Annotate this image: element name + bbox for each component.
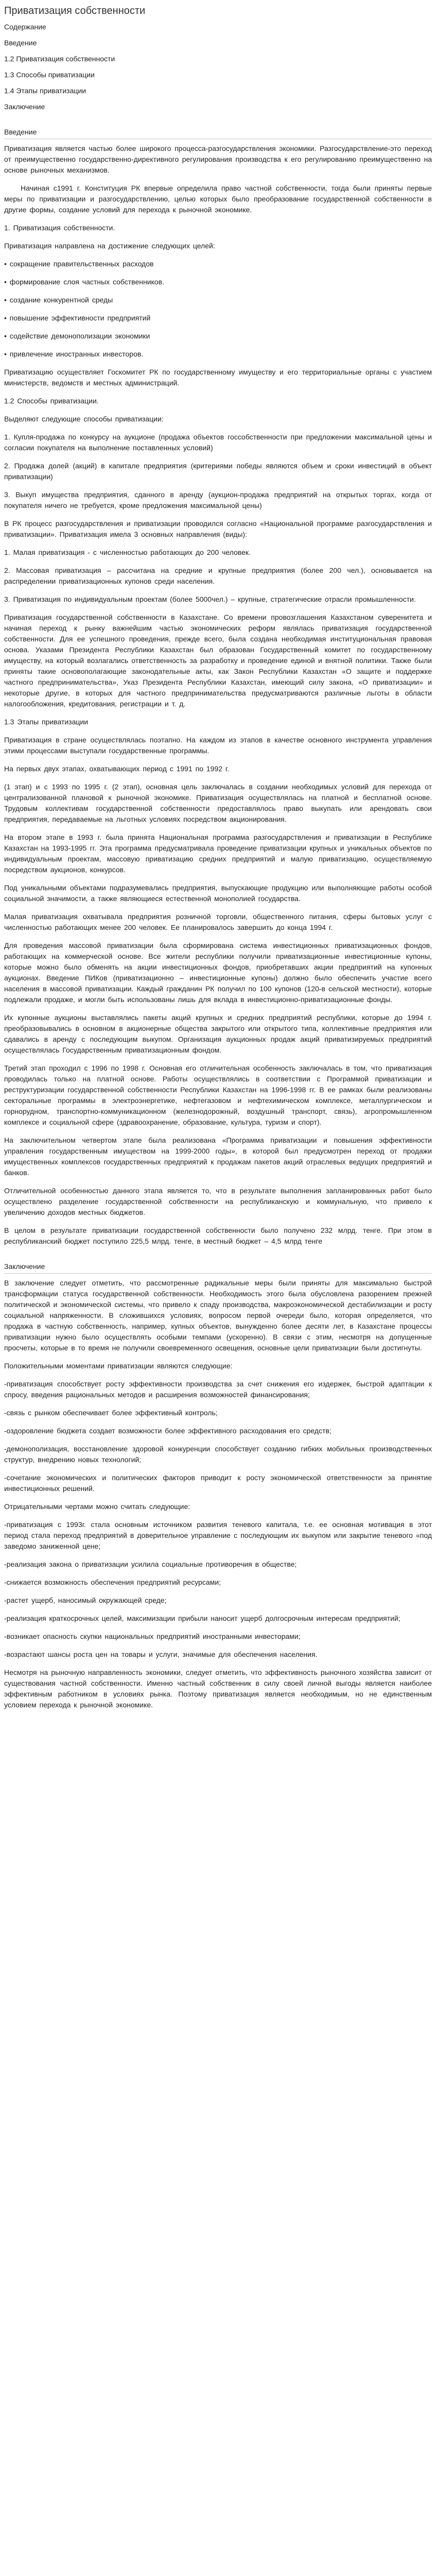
paragraph: В РК процесс разгосударствления и приватизации проводился согласно «Национальной программе разгосударствления и приватизации». Приватизация имела 3 основных направления (виды): [4, 519, 432, 538]
paragraph: Приватизация направлена на достижение следующих целей: [4, 242, 215, 250]
paragraph: В целом в результате приватизации государственной собственности было получено 232 млрд. тенге. При этом в республиканский бюджет поступило 225,5 млрд. тенге, в местный бюджет – 4,5 млрд тенге [4, 1226, 432, 1245]
paragraph: -приватизация с 1993г. стала основным источником развития теневого капитала, т.е. ее основная мотивация в этот период стала переход предприятий в доверительное управление с последующим их выкупом или закрытие теневого «под заведомо заниженной цене; [4, 1520, 432, 1550]
paragraph: (1 этап) и с 1993 по 1995 г. (2 этап), основная цель заключалась в создании необходимых условий для перехода от централизованной плановой к рыночной экономике. Приватизация осуществлялась на платной и бесплатной основе. Трудовым коллективам государственной собственности предоставлялось право выкупать или арендовать свои предприятия, передаваемые на льготных условиях посредством акционирования. [4, 783, 432, 823]
paragraph: • создание конкурентной среды [4, 296, 113, 304]
paragraph: 1. Малая приватизация - с численностью работающих до 200 человек. [4, 548, 251, 556]
paragraph: На заключительном четвертом этапе была реализована «Программа приватизации и повышения эффективности управления государственным имуществом на 1999-2000 годы», в которой был предусмотрен переход от продажи имущественных комплексов государственных предприятий к продажам пакетов акций отраслевых ведущих предприятий и банков. [4, 1136, 432, 1177]
paragraph: -приватизация способствует росту эффективности производства за счет снижения его издержек, быстрой адаптации к спросу, введения рациональных методов и расширения возможностей финансирования; [4, 1380, 432, 1399]
paragraph: • формирование слоя частных собственников. [4, 278, 164, 286]
toc-item: Заключение [4, 103, 45, 111]
paragraph: Несмотря на рыночную направленность экономики, следует отметить, что эффективность рыночного хозяйства зависит от существования частной собственности. Именно частный собственник в силу своей личной выгоды является наиболее эффективным работником в условиях рынка. Поэтому приватизация является необходимым, но не единственным условием перехода к рыночной экономике. [4, 1668, 432, 1709]
paragraph: 2. Массовая приватизация – рассчитана на средние и крупные предприятия (более 200 чел.), основывается на распределении приватизационных купонов среди населения. [4, 566, 432, 585]
paragraph: -реализация краткосрочных целей, максимизации прибыли наносит ущерб долгосрочным интересам предприятий; [4, 1614, 400, 1622]
paragraph: 1.3 Этапы приватизации [4, 718, 89, 726]
paragraph: • содействие демонополизации экономики [4, 332, 150, 340]
paragraph: В заключение следует отметить, что рассмотренные радикальные меры были приняты для максимально быстрой трансформации статуса государственной собственности. Необходимость этого была обусловлена разорением прежней политической и экономической системы, что привело к спаду производства, макроэкономической дестабилизации и росту социальной напряженности. В сложившихся условиях, вопросом первой очереди было, которая определяется, что продажа в частную собственность, например, купных объектов, вынужденно более десяти лет, в Казахстане процессы приватизации нужно было осуществлять особыми темпами (ускоренно). В связи с этим, несмотря на допущенные просчеты, которые в то время не получили своевременного освещения, основные цели приватизации были достигнуты. [4, 1279, 432, 1352]
document-body [4, 127, 432, 1710]
paragraph: Отличительной особенностью данного этапа является то, что в результате выполнения запланированных работ было осуществлено разделение государственной собственности на республиканскую и коммунальную, что привело к увеличению доходов местных бюджетов. [4, 1187, 432, 1216]
paragraph: -сочетание экономических и политических факторов приводит к росту экономической ответственности за принятие инвестиционных решений. [4, 1473, 432, 1493]
paragraph: 3. Выкуп имущества предприятия, сданного в аренду (аукцион-продажа предприятий на открытых торгах, когда от покупателя ничего не требуется, кроме предложения максимальной цены) [4, 490, 432, 510]
table-of-contents [4, 38, 432, 112]
toc-item: 1.3 Способы приватизации [4, 71, 95, 79]
section-divider [4, 1273, 432, 1274]
paragraph: На первых двух этапах, охватывающих период с 1991 по 1992 г. [4, 765, 230, 773]
paragraph: Приватизация в стране осуществлялась поэтапно. На каждом из этапов в качестве основного инструмента управления этими процессами выступали государственные программы. [4, 736, 432, 755]
paragraph: 1.2 Способы приватизации. [4, 397, 99, 405]
paragraph: -связь с рынком обеспечивает более эффективный контроль; [4, 1409, 218, 1417]
paragraph: Отрицательными чертами можно считать следующие: [4, 1502, 190, 1511]
paragraph: Приватизация является частью более широкого процесса-разгосударствления экономики. Разгосударствление-это переход от преимущественно государственно-директивного регулирования производства к его регулированию преимущественно на основе рыночных механизмов. [4, 144, 432, 174]
paragraph: • привлечение иностранных инвесторов. [4, 350, 144, 358]
paragraph: На втором этапе в 1993 г. была принята Национальная программа разгосударствления и приватизации в Республике Казахстан на 1993-1995 гг. Эта программа предусматривала проведение приватизации крупных и уникальных объектов по индивидуальным проектам, массовую приватизацию средних предприятий и малую приватизацию, осуществляемую посредством аукционов, конкурсов. [4, 833, 432, 874]
paragraph: • сокращение правительственных расходов [4, 260, 154, 268]
paragraph: -реализация закона о приватизации усилила социальные противоречия в обществе; [4, 1560, 297, 1568]
paragraph: 2. Продажа долей (акций) в капитале предприятия (критериями победы являются объем и сроки инвестиций в объект приватизации) [4, 462, 432, 481]
toc-title: Содержание [4, 23, 46, 31]
section-heading: Заключение [4, 1262, 45, 1270]
paragraph: -возникает опасность скупки национальных предприятий иностранными инвесторами; [4, 1632, 301, 1640]
paragraph: -растет ущерб, наносимый окружающей среде; [4, 1596, 167, 1604]
section-heading: Введение [4, 128, 37, 136]
paragraph: Третий этап проходил с 1996 по 1998 г. Основная его отличительная особенность заключалась в том, что приватизация проводилась только на платной основе. Работы осуществлялись в соответствии с Программой приватизации и реструктуризации государственной собственности Республики Казахстан на 1996-1998 гг. В ее рамках были реализованы секторальные программы в электроэнергетике, нефтегазовом и нефтехимическом комплексе, металлургическом и горнорудном, транспортно-коммуникационном (железнодорожный, воздушный транспорт, связь), агропромышленном комплексе и социальной сфере (здравоохранение, образование, культура, туризм и спорт). [4, 1064, 432, 1126]
paragraph: 3. Приватизация по индивидуальным проектам (более 5000чел.) – крупные, стратегические отрасли промышленности. [4, 595, 416, 603]
paragraph: Приватизацию осуществляет Госкомитет РК по государственному имуществу и его территориальные органы с участием министерств, ведомств и местных администраций. [4, 368, 432, 387]
paragraph: 1. Приватизация собственности. [4, 224, 115, 232]
paragraph: Начиная с1991 г. Конституция РК впервые определила право частной собственности, тогда были приняты первые меры по приватизации и разгосударствлению, целью которых было преобразование государственной собственности в другие формы, создание условий для перехода к рыночной экономике. [4, 184, 432, 214]
paragraph: Положительными моментами приватизации являются следующие: [4, 1362, 233, 1370]
paragraph: • повышение эффективности предприятий [4, 314, 151, 322]
paragraph: -снижается возможность обеспечения предприятий ресурсами; [4, 1578, 221, 1586]
paragraph: Малая приватизация охватывала предприятия розничной торговли, общественного питания, сферы бытовых услуг с численностью работающих менее 200 человек. Ее планировалось завершить до конца 1994 г. [4, 912, 432, 931]
toc-item: 1.2 Приватизация собственности [4, 55, 115, 63]
paragraph: -оздоровление бюджета создает возможности более эффективного расходования его средств; [4, 1427, 332, 1435]
paragraph: 1. Купля-продажа по конкурсу на аукционе (продажа объектов госсобственности при предложении максимальной цены и согласии покупателя на выполнение поставленных условий) [4, 433, 432, 452]
paragraph: Для проведения массовой приватизации была сформирована система инвестиционных приватизационных фондов, работающих на коммерческой основе. Все жители республики получили приватизационные инвестиционные купоны, которые можно было обменять на акции инвестиционных фондов, приобретавших акции предприятий на купонных аукционах. Введение ПИКов (приватизационно – инвестиционные купоны) должно было обеспечить участие всего населения в массовой приватизации. Каждый гражданин РК получил по 100 купонов (120-в сельской местности), которые подлежали продаже, и могли быть использованы лишь для вклада в инвестиционно-приватизационные фонды. [4, 941, 432, 1004]
paragraph: Приватизация государственной собственности в Казахстане. Со времени провозглашения Казахстаном суверенитета и начиная переход к рынку важнейшим частью экономических реформ являлась приватизация государственной собственности. Для ее успешного проведения, прежде всего, была создана необходимая институциональная правовая основа. Указами Президента Республики Казахстан был образован Государственный комитет по государственному имуществу, на который возлагались ответственность за разработку и проведение единой и внятной политики. Также были приняты такие основополагающие законодательные акты, как Закон Республики Казахстан «О защите и поддержке частного предпринимательства», Указ Президента Республики Казахстан, имеющий силу закона, «О приватизации» и некоторые другие, в которых для частного предпринимательства предусматриваются различные льготы в области налогообложения, кредитования, регистрации и т. д. [4, 613, 432, 708]
document-title: Приватизация собственности [4, 5, 146, 16]
paragraph: Их купонные аукционы выставлялись пакеты акций крупных и средних предприятий республики, которые до 1994 г. преобразовывались в основном в акционерные общества закрытого или открытого типа, коллективные предприятия или сдавались в аренду с последующим выкупом. Организация аукционных продаж акций приватизируемых предприятий осуществлялась Государственным приватизационным фондом. [4, 1013, 432, 1054]
toc-item: Введение [4, 39, 37, 47]
paragraph: Под уникальными объектами подразумевались предприятия, выпускающие продукцию или выполняющие работы особой социальной значимости, а также являющиеся естественной монополией государства. [4, 884, 432, 903]
toc-item: 1.4 Этапы приватизации [4, 87, 86, 95]
paragraph: -демонополизация, восстановление здоровой конкуренции способствует созданию гибких мобильных производственных структур, внедрению новых технологий; [4, 1445, 432, 1464]
paragraph: Выделяют следующие способы приватизации: [4, 415, 164, 423]
paragraph: -возрастают шансы роста цен на товары и услуги, значимые для обеспечения населения. [4, 1650, 318, 1658]
